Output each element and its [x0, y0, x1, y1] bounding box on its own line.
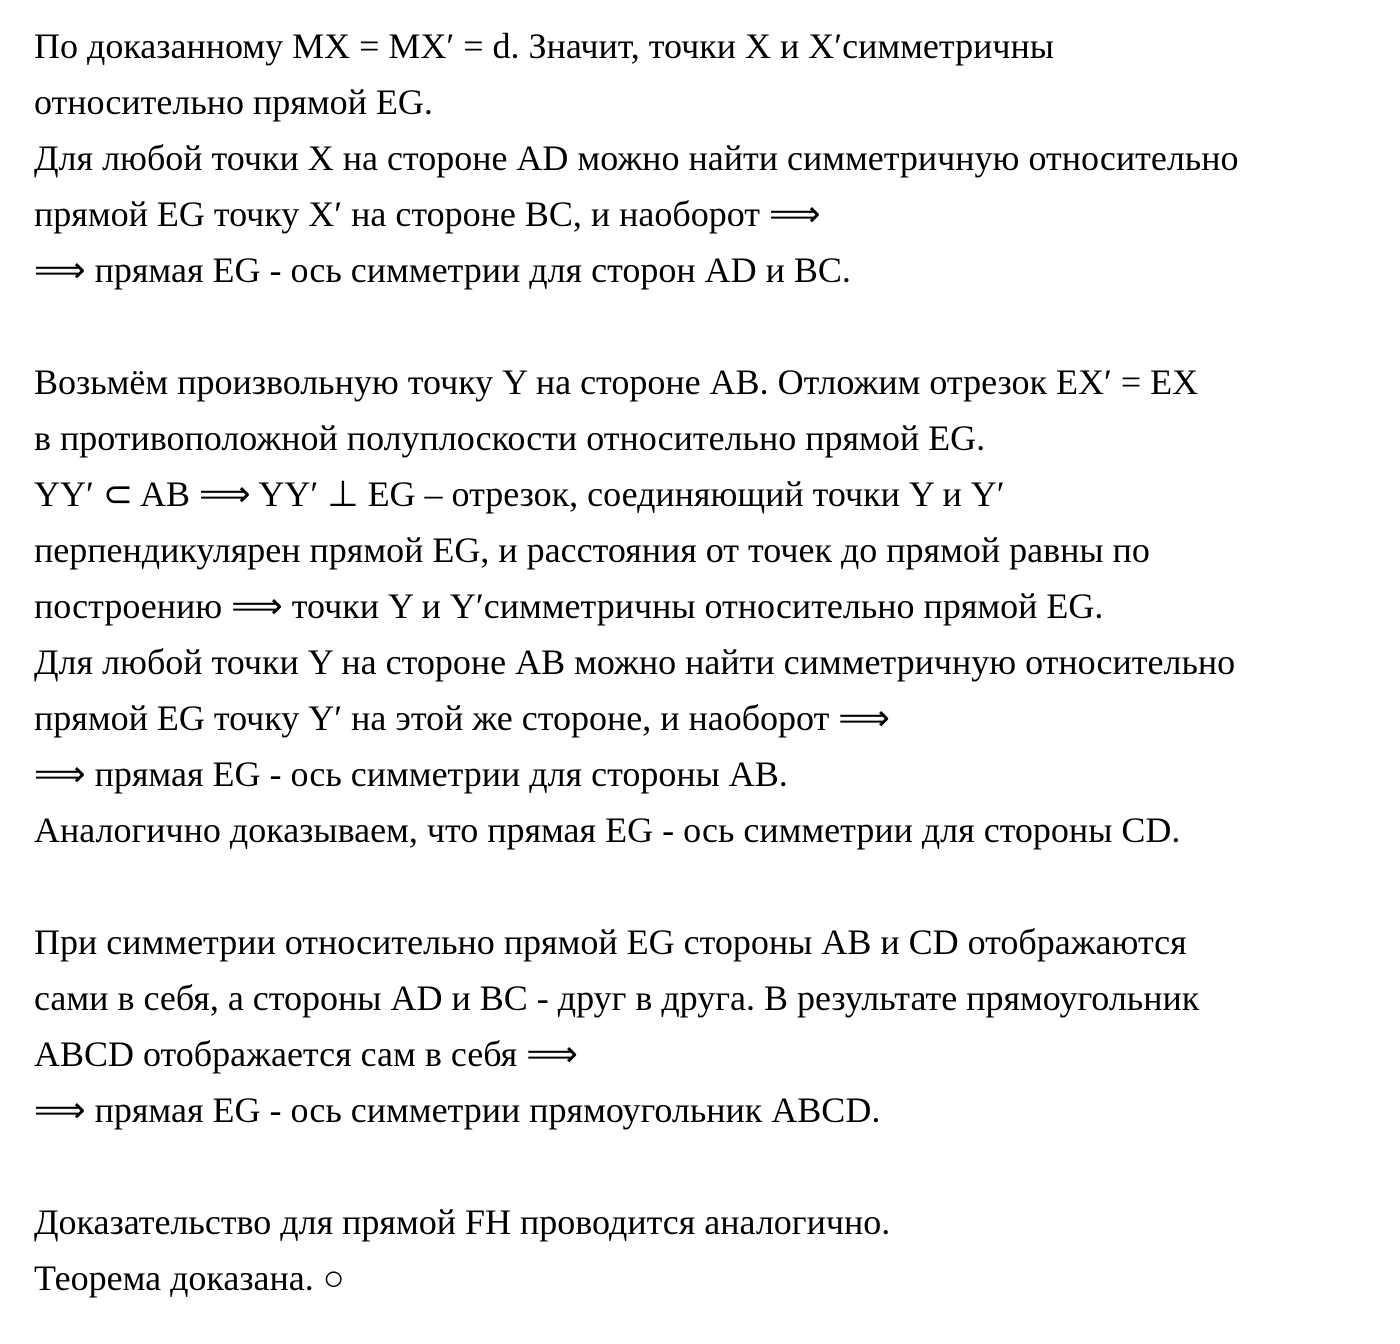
- text-line-10: построению ⟹ точки Y и Y′симметричны относительно прямой EG.: [34, 586, 1104, 626]
- text-line-7: в противоположной полуплоскости относительно прямой EG.: [34, 418, 986, 458]
- text-line-1: По доказанному MX = MX′ = d. Значит, точки X и X′симметричны: [34, 26, 1054, 66]
- text-line-12: прямой EG точку Y′ на этой же стороне, и наоборот ⟹: [34, 698, 890, 738]
- text-line-19: Доказательство для прямой FH проводится аналогично.: [34, 1202, 891, 1242]
- text-line-13: ⟹ прямая EG - ось симметрии для стороны AB.: [34, 754, 788, 794]
- text-line-5: ⟹ прямая EG - ось симметрии для сторон AD и BC.: [34, 250, 851, 290]
- text-line-3: Для любой точки X на стороне AD можно найти симметричную относительно: [34, 138, 1239, 178]
- text-line-20: Теорема доказана. ○: [34, 1258, 345, 1298]
- text-line-9: перпендикулярен прямой EG, и расстояния от точек до прямой равны по: [34, 530, 1150, 570]
- text-line-8: YY′ ⊂ AB ⟹ YY′ ⊥ EG – отрезок, соединяющий точки Y и Y′: [34, 474, 1005, 514]
- text-line-11: Для любой точки Y на стороне AB можно найти симметричную относительно: [34, 642, 1236, 682]
- text-line-16: сами в себя, а стороны AD и BC - друг в друга. В результате прямоугольник: [34, 978, 1200, 1018]
- text-line-15: При симметрии относительно прямой EG стороны AB и CD отображаются: [34, 922, 1187, 962]
- text-line-14: Аналогично доказываем, что прямая EG - ось симметрии для стороны CD.: [34, 810, 1181, 850]
- text-line-18: ⟹ прямая EG - ось симметрии прямоугольник ABCD.: [34, 1090, 881, 1130]
- text-line-17: ABCD отображается сам в себя ⟹: [34, 1034, 578, 1074]
- text-line-2: относительно прямой EG.: [34, 82, 433, 122]
- text-line-4: прямой EG точку X′ на стороне BC, и наоборот ⟹: [34, 194, 821, 234]
- text-line-6: Возьмём произвольную точку Y на стороне AB. Отложим отрезок EX′ = EX: [34, 362, 1199, 402]
